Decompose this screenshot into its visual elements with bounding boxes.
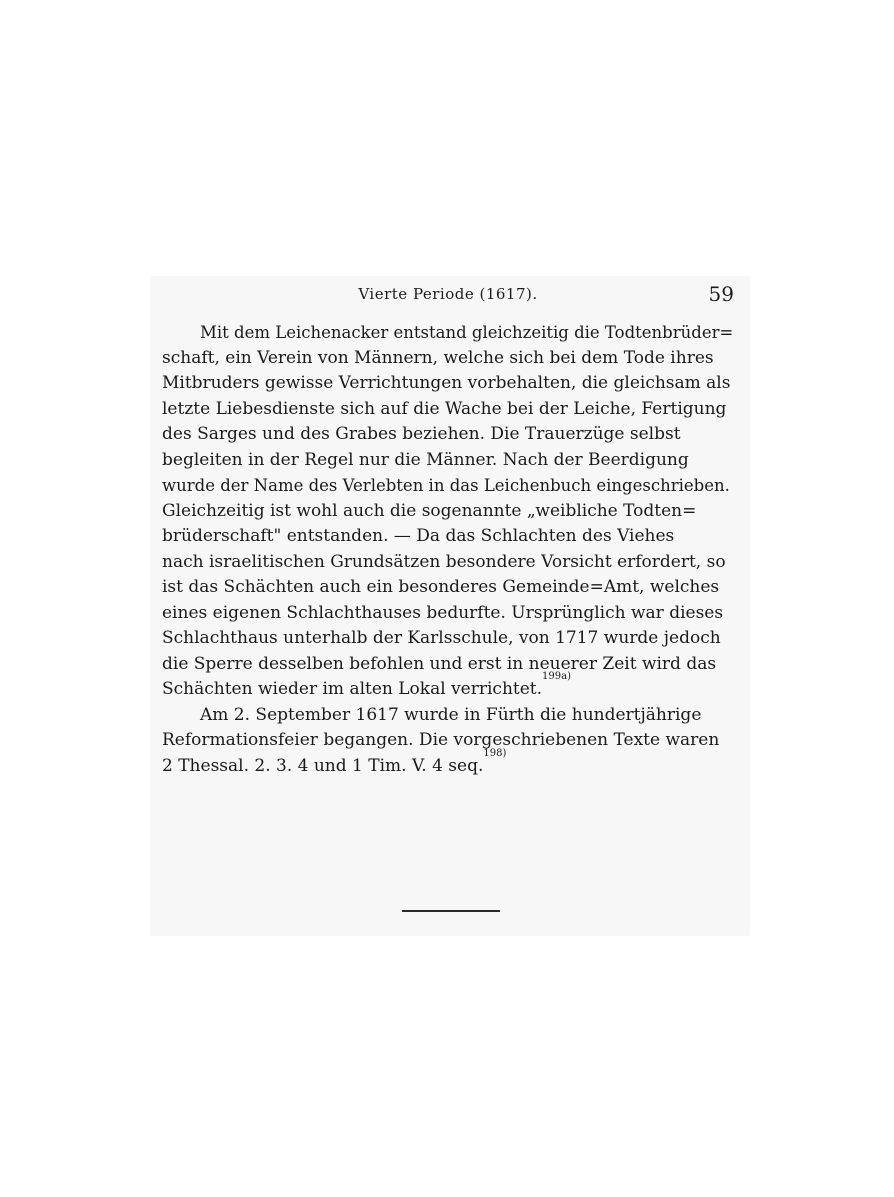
text-line: Mit dem Leichenacker entstand gleichzeitig die Todtenbrüder= — [200, 323, 734, 342]
running-head: Vierte Periode (1617). — [358, 285, 538, 303]
text-line: Schlachthaus unterhalb der Karlsschule, von 1717 wurde jedoch — [162, 628, 721, 648]
text-line-content: Schächten wieder im alten Lokal verrichtet. — [162, 679, 543, 699]
text-line — [162, 747, 734, 780]
text-line: Mitbruders gewisse Verrichtungen vorbehalten, die gleichsam als — [162, 373, 731, 393]
footnote-reference: 198) — [483, 747, 507, 759]
text-line: die Sperre desselben befohlen und erst in neuerer Zeit wird das — [162, 653, 717, 674]
text-line: brüderschaft" entstanden. — Da das Schlachten des Viehes — [162, 526, 675, 546]
text-line: nach israelitischen Grundsätzen besondere Vorsicht erfordert, so — [162, 551, 726, 572]
text-line: begleiten in der Regel nur die Männer. Nach der Beerdigung — [162, 449, 689, 470]
text-line: ist das Schächten auch ein besonderes Gemeinde=Amt, welches — [162, 577, 720, 597]
footnote-separator-rule — [402, 910, 500, 912]
text-line: Reformationsfeier begangen. Die vorgeschriebenen Texte waren — [162, 730, 720, 750]
footnote-reference: 199a) — [542, 671, 571, 682]
text-line: eines eigenen Schlachthauses bedurfte. Ursprünglich war dieses — [162, 602, 724, 623]
text-line: Am 2. September 1617 wurde in Fürth die hundertjährige — [200, 704, 702, 725]
text-line-content: 2 Thessal. 2. 3. 4 und 1 Tim. V. 4 seq. — [162, 755, 484, 776]
text-line: Gleichzeitig ist wohl auch die sogenannte „weibliche Todten= — [162, 500, 697, 521]
text-line: schaft, ein Verein von Männern, welche sich bei dem Tode ihres — [162, 347, 714, 368]
body-text — [162, 320, 734, 779]
text-line: des Sarges und des Grabes beziehen. Die Trauerzüge selbst — [162, 424, 681, 444]
page-number: 59 — [708, 282, 734, 306]
text-line: wurde der Name des Verlebten in das Leichenbuch eingeschrieben. — [162, 476, 730, 495]
text-line: letzte Liebesdienste sich auf die Wache bei der Leiche, Fertigung — [162, 398, 727, 419]
text-line — [162, 671, 734, 703]
page-header — [162, 282, 734, 308]
